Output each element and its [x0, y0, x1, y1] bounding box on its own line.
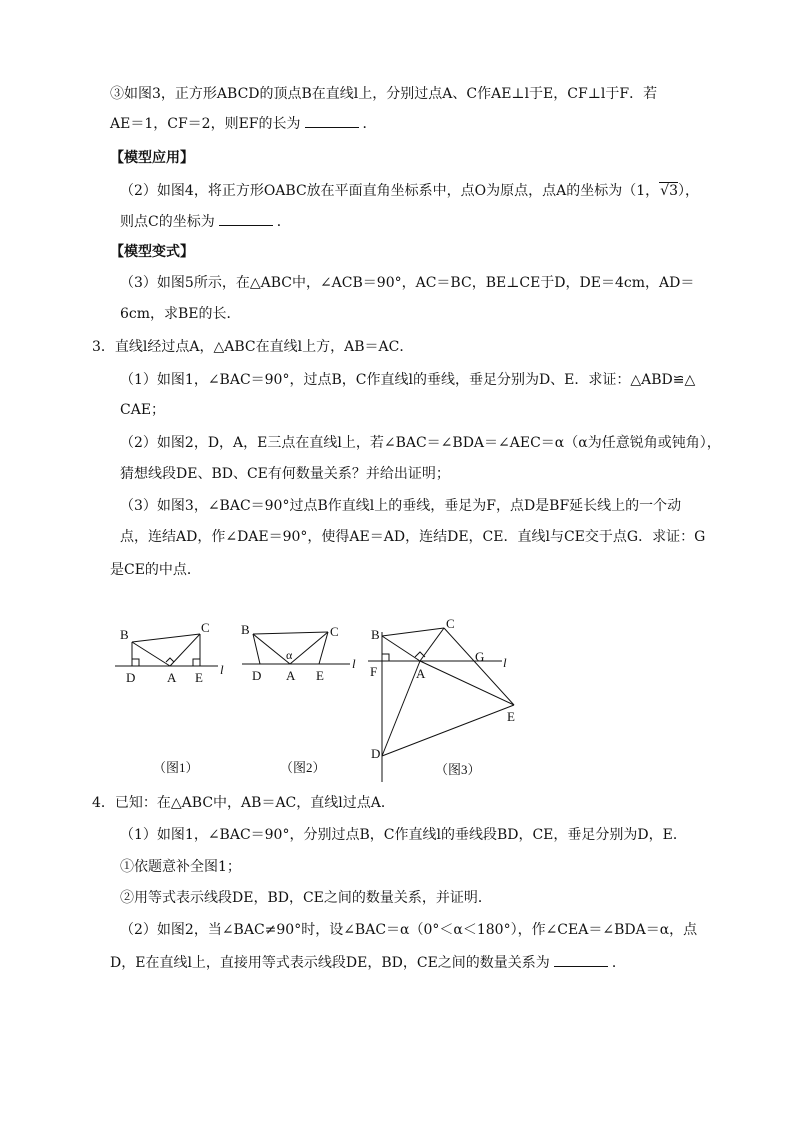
- text-line: （2）如图2，D，A，E三点在直线l上，若∠BAC＝∠BDA＝∠AEC＝α（α为任意锐角或钝角），: [120, 435, 721, 451]
- fig2-label-D: D: [252, 668, 262, 683]
- figure-3: [368, 628, 514, 782]
- sqrt-expression: √3: [660, 183, 678, 199]
- text-fragment: ．: [276, 214, 291, 230]
- fig3-label-C: C: [446, 616, 455, 631]
- text-fragment: （2）如图4，将正方形OABC放在平面直角坐标系中，点O为原点，点A的坐标为（1，: [120, 183, 660, 199]
- fig3-caption: （图3）: [435, 762, 481, 777]
- text-line: [120, 181, 699, 201]
- text-fragment: ．: [611, 955, 626, 971]
- answer-blank: [219, 213, 273, 226]
- fig2-label-C: C: [330, 624, 339, 639]
- fig3-label-E: E: [507, 709, 515, 724]
- geometry-figures: [110, 612, 550, 784]
- text-fragment: D，E在直线l上，直接用等式表示线段DE，BD，CE之间的数量关系为: [110, 955, 550, 971]
- text-line: 6cm，求BE的长．: [120, 306, 241, 322]
- text-line: 猜想线段DE、BD、CE有何数量关系？并给出证明；: [120, 466, 450, 482]
- fig1-label-D: D: [126, 670, 136, 685]
- question-stem: 4．已知：在△ABC中，AB＝AC，直线l过点A．: [92, 795, 395, 811]
- figures-area: [110, 612, 550, 784]
- section-heading: 【模型变式】: [110, 244, 194, 260]
- fig1-label-B: B: [120, 627, 129, 642]
- fig3-label-A: A: [416, 666, 426, 681]
- text-line: [110, 114, 377, 134]
- fig2-label-alpha: α: [286, 648, 293, 662]
- text-line: [120, 212, 291, 232]
- text-line: ②用等式表示线段DE，BD，CE之间的数量关系，并证明．: [120, 890, 492, 906]
- text-line: （1）如图1，∠BAC＝90°，过点B，C作直线l的垂线，垂足分别为D、E．求证：△ABD≌△: [120, 372, 696, 388]
- text-line: 点，连结AD，作∠DAE＝90°，使得AE＝AD，连结DE，CE．直线l与CE交于点G．求证：G: [120, 529, 706, 545]
- fig3-label-D: D: [371, 746, 381, 761]
- fig3-label-F: F: [370, 664, 378, 679]
- fig1-label-A: A: [167, 670, 177, 685]
- text-line: （1）如图1，∠BAC＝90°，分别过点B，C作直线l的垂线段BD，CE，垂足分别为D，E．: [120, 827, 687, 843]
- answer-blank: [305, 115, 359, 128]
- fig1-label-C: C: [201, 620, 210, 635]
- text-line: （3）如图3，∠BAC＝90°过点B作直线l上的垂线，垂足为F，点D是BF延长线上的一个动: [120, 498, 682, 514]
- text-fragment: ），: [677, 183, 699, 199]
- fig1-caption: （图1）: [153, 760, 199, 775]
- fig2-label-A: A: [286, 668, 296, 683]
- text-line: ③如图3，正方形ABCD的顶点B在直线l上，分别过点A、C作AE⊥l于E，CF⊥l于F．若: [110, 86, 658, 102]
- fig2-label-B: B: [241, 622, 250, 637]
- fig3-label-G: G: [475, 649, 485, 664]
- text-line: （3）如图5所示，在△ABC中，∠ACB＝90°，AC＝BC，BE⊥CE于D，DE＝4cm，AD＝: [120, 275, 695, 291]
- fig2-label-l: l: [352, 656, 356, 671]
- fig3-label-l: l: [503, 655, 507, 670]
- answer-blank: [554, 954, 608, 967]
- text-fragment: ．: [362, 116, 377, 132]
- question-stem: 3．直线l经过点A，△ABC在直线l上方，AB＝AC．: [92, 339, 414, 355]
- text-line: （2）如图2，当∠BAC≠90°时，设∠BAC＝α（0°＜α＜180°），作∠CEA＝∠BDA＝α，点: [120, 922, 698, 938]
- text-line: ①依题意补全图1；: [120, 859, 241, 875]
- figure-1: [115, 634, 218, 666]
- text-fragment: AE＝1，CF＝2，则EF的长为: [110, 116, 301, 132]
- fig3-label-B: B: [371, 627, 380, 642]
- text-line: 是CE的中点．: [110, 562, 201, 578]
- section-heading: 【模型应用】: [110, 150, 194, 166]
- fig2-caption: （图2）: [280, 760, 326, 775]
- fig1-label-E: E: [195, 670, 203, 685]
- fig2-label-E: E: [316, 668, 324, 683]
- text-line: [110, 953, 626, 973]
- fig1-label-l: l: [220, 662, 224, 677]
- text-line: CAE；: [120, 402, 166, 418]
- text-fragment: 则点C的坐标为: [120, 214, 215, 230]
